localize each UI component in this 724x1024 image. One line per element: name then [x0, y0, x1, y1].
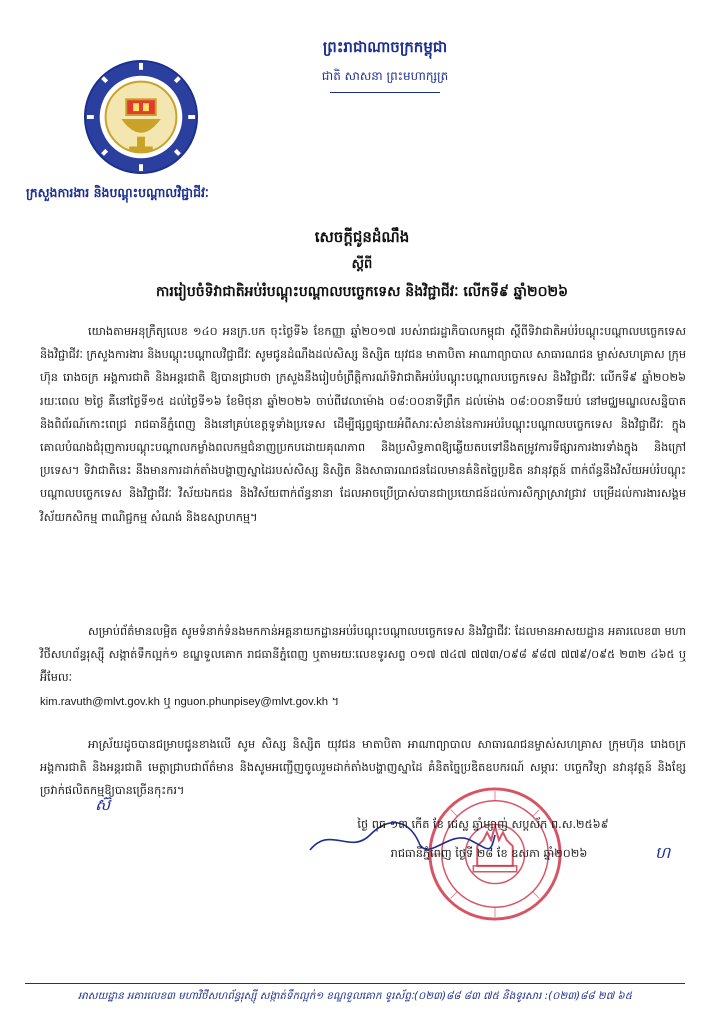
motto-divider — [330, 92, 440, 93]
kingdom-title: ព្រះរាជាណាចក្រកម្ពុជា — [322, 38, 448, 56]
email-link-2[interactable]: nguon.phunpisey@mlvt.gov.kh — [174, 695, 329, 708]
paragraph-1-text: យោងតាមអនុក្រឹត្យលេខ ១៤០ អនក្រ.បក ចុះថ្ងៃទី៦ ខែកញ្ញា ឆ្នាំ២០១៧ របស់រាជរដ្ឋាភិបាលកម្ពុជា ស្តីពីទិវាជាតិអប់រំបណ្តុះបណ្តាលបច្ចេកទេស និងវិជ្ជាជីវៈ ក្រសួងការងារ និងបណ្តុះបណ្តាលវិជ្ជាជីវៈ សូមជូនដំណឹងដល់សិស្ស និស្សិត យុវជន មាតាបិតា អាណាព្យាបាល សាធារណជន ម្ចាស់សហគ្រាស ក្រុមហ៊ុន រោងចក្រ អង្គការជាតិ និងអន្តរជាតិ ឱ្យបានជ្រាបថា ក្រសួងនឹងរៀបចំព្រឹត្តិការណ៍ទិវាជាតិអប់រំបណ្តុះបណ្តាលបច្ចេកទេស និងវិជ្ជាជីវៈ លើកទី៩ ឆ្នាំ២០២៦ រយៈពេល ២ថ្ងៃ គឺនៅថ្ងៃទី១៥ ដល់ថ្ងៃទី១៦ ខែមិថុនា ឆ្នាំ២០២៦ ចាប់ពីវេលាម៉ោង ០៨:០០នាទីព្រឹក ដល់ម៉ោង ០៨:០០នាទីយប់ នៅមជ្ឈមណ្ឌលសន្និបាត និងពិព័រណ៍កោះពេជ្រ រាជធានីភ្នំពេញ និងនៅគ្រប់ខេត្តទូទាំងប្រទេស ដើម្បីផ្សព្វផ្សាយអំពីសារៈសំខាន់នៃការអប់រំបណ្តុះបណ្តាលបច្ចេកទេស និងវិជ្ជាជីវៈ ក្នុងគោលបំណងជំរុញការបណ្តុះបណ្តាលកម្លាំងពលកម្មជំនាញប្រកបដោយគុណភាព និងប្រសិទ្ធភាពឱ្យឆ្លើយតបទៅនឹងតម្រូវការទីផ្សារការងារទាំងក្នុង និងក្រៅប្រទេស។ ទិវាជាតិនេះ នឹងមានការដាក់តាំងបង្ហាញស្នាដៃរបស់សិស្ស និស្សិត និងសាធារណជនដែលមានគំនិតច្នៃប្រឌិត នវានុវត្តន៍ ពាក់ព័ន្ធនឹងវិស័យអប់រំបណ្តុះបណ្តាលបច្ចេកទេស និងវិជ្ជាជីវៈ វិស័យឯកជន និងវិស័យពាក់ព័ន្ធនានា ដែលអាចប្រើប្រាស់បានជាប្រយោជន៍ដល់ការសិក្សាស្រាវជ្រាវ បម្រើដល់ការងារសង្គម វិស័យកសិកម្ម ពាណិជ្ជកម្ម សំណង់ និងឧស្សាហកម្ម។ — [40, 325, 686, 524]
email-joiner: ឬ — [159, 694, 175, 708]
footer-divider — [25, 983, 685, 984]
email-link-1[interactable]: kim.ravuth@mlvt.gov.kh — [40, 695, 160, 708]
notice-title: សេចក្តីជូនដំណឹង — [314, 228, 410, 246]
initials-mark: ស៊៊ — [95, 795, 111, 814]
footer-address: អាសយដ្ឋាន អគារលេខ៣ មហាវិថីសហព័ន្ធរុស្ស៊ី សង្កាត់ទឹកល្អក់១ ខណ្ឌទួលគោក ទូរស័ព្ទៈ(០២៣)៨៨ ៨៣ ៧៥ និងទូរសារ :(០២៣)៨៨ ២៧ ៦៥ — [77, 990, 633, 1002]
notice-subject: ការរៀបចំទិវាជាតិអប់រំបណ្តុះបណ្តាលបច្ចេកទេស និងវិជ្ជាជីវៈ លើកទី៩ ឆ្នាំ២០២៦ — [155, 284, 569, 300]
paragraph-1 — [40, 320, 686, 529]
paragraph-3-text: អាស្រ័យដូចបានជម្រាបជូនខាងលើ សូម សិស្ស និស្សិត យុវជន មាតាបិតា អាណាព្យាបាល សាធារណជនម្ចាស់សហគ្រាស ក្រុមហ៊ុន រោងចក្រ អង្គការជាតិ និងអន្តរជាតិ មេត្តាជ្រាបជាព័ត៌មាន និងសូមអញ្ជើញចូលរួមដាក់តាំងបង្ហាញស្នាដៃ គំនិតច្នៃប្រឌិតឧបករណ៍ សម្ភារៈ បច្ចេកវិទ្យា នវានុវត្តន៍ និងខ្សែច្រវាក់ផលិតកម្មឱ្យបានច្រើនកុះករ។ — [40, 738, 686, 798]
lunar-date: ថ្ងៃ ពុធ ១៣ កើត ខែ ជេស្ឋ ឆ្នាំម្សាញ់ សប្តស័ក ព.ស.២៥៦៩ — [357, 818, 609, 831]
date-mark: ហ — [655, 843, 671, 862]
paragraph-2 — [40, 620, 686, 714]
ministry-logo — [82, 58, 200, 176]
paragraph-2-text: សម្រាប់ព័ត៌មានលម្អិត សូមទំនាក់ទំនងមកកាន់អគ្គនាយកដ្ឋានអប់រំបណ្តុះបណ្តាលបច្ចេកទេស និងវិជ្ជាជីវៈ ដែលមានអាសយដ្ឋាន អគារលេខ៣ មហាវិថីសហព័ន្ធរុស្ស៊ី សង្កាត់ទឹកល្អក់១ ខណ្ឌទួលគោក រាជធានីភ្នំពេញ ឬតាមរយៈលេខទូរសព្ទ ០១៧ ៧៤៧ ៧៧៣/០៩៨ ៩៨៧ ៧៧៩/០៩៥ ២៣២ ៤៦៥ ឬអ៊ីមែលៈ — [40, 625, 686, 685]
solar-date: រាជធានីភ្នំពេញ ថ្ងៃទី ២៨ ខែ ឧសភា ឆ្នាំ២០២៦ — [390, 847, 588, 860]
ministry-name: ក្រសួងការងារ និងបណ្តុះបណ្តាលវិជ្ជាជីវៈ — [26, 185, 209, 200]
notice-subject-label: ស្តីពី — [351, 257, 373, 272]
national-motto: ជាតិ សាសនា ព្រះមហាក្សត្រ — [321, 69, 449, 83]
paragraph-3 — [40, 733, 686, 803]
email-end: ។ — [328, 694, 340, 708]
